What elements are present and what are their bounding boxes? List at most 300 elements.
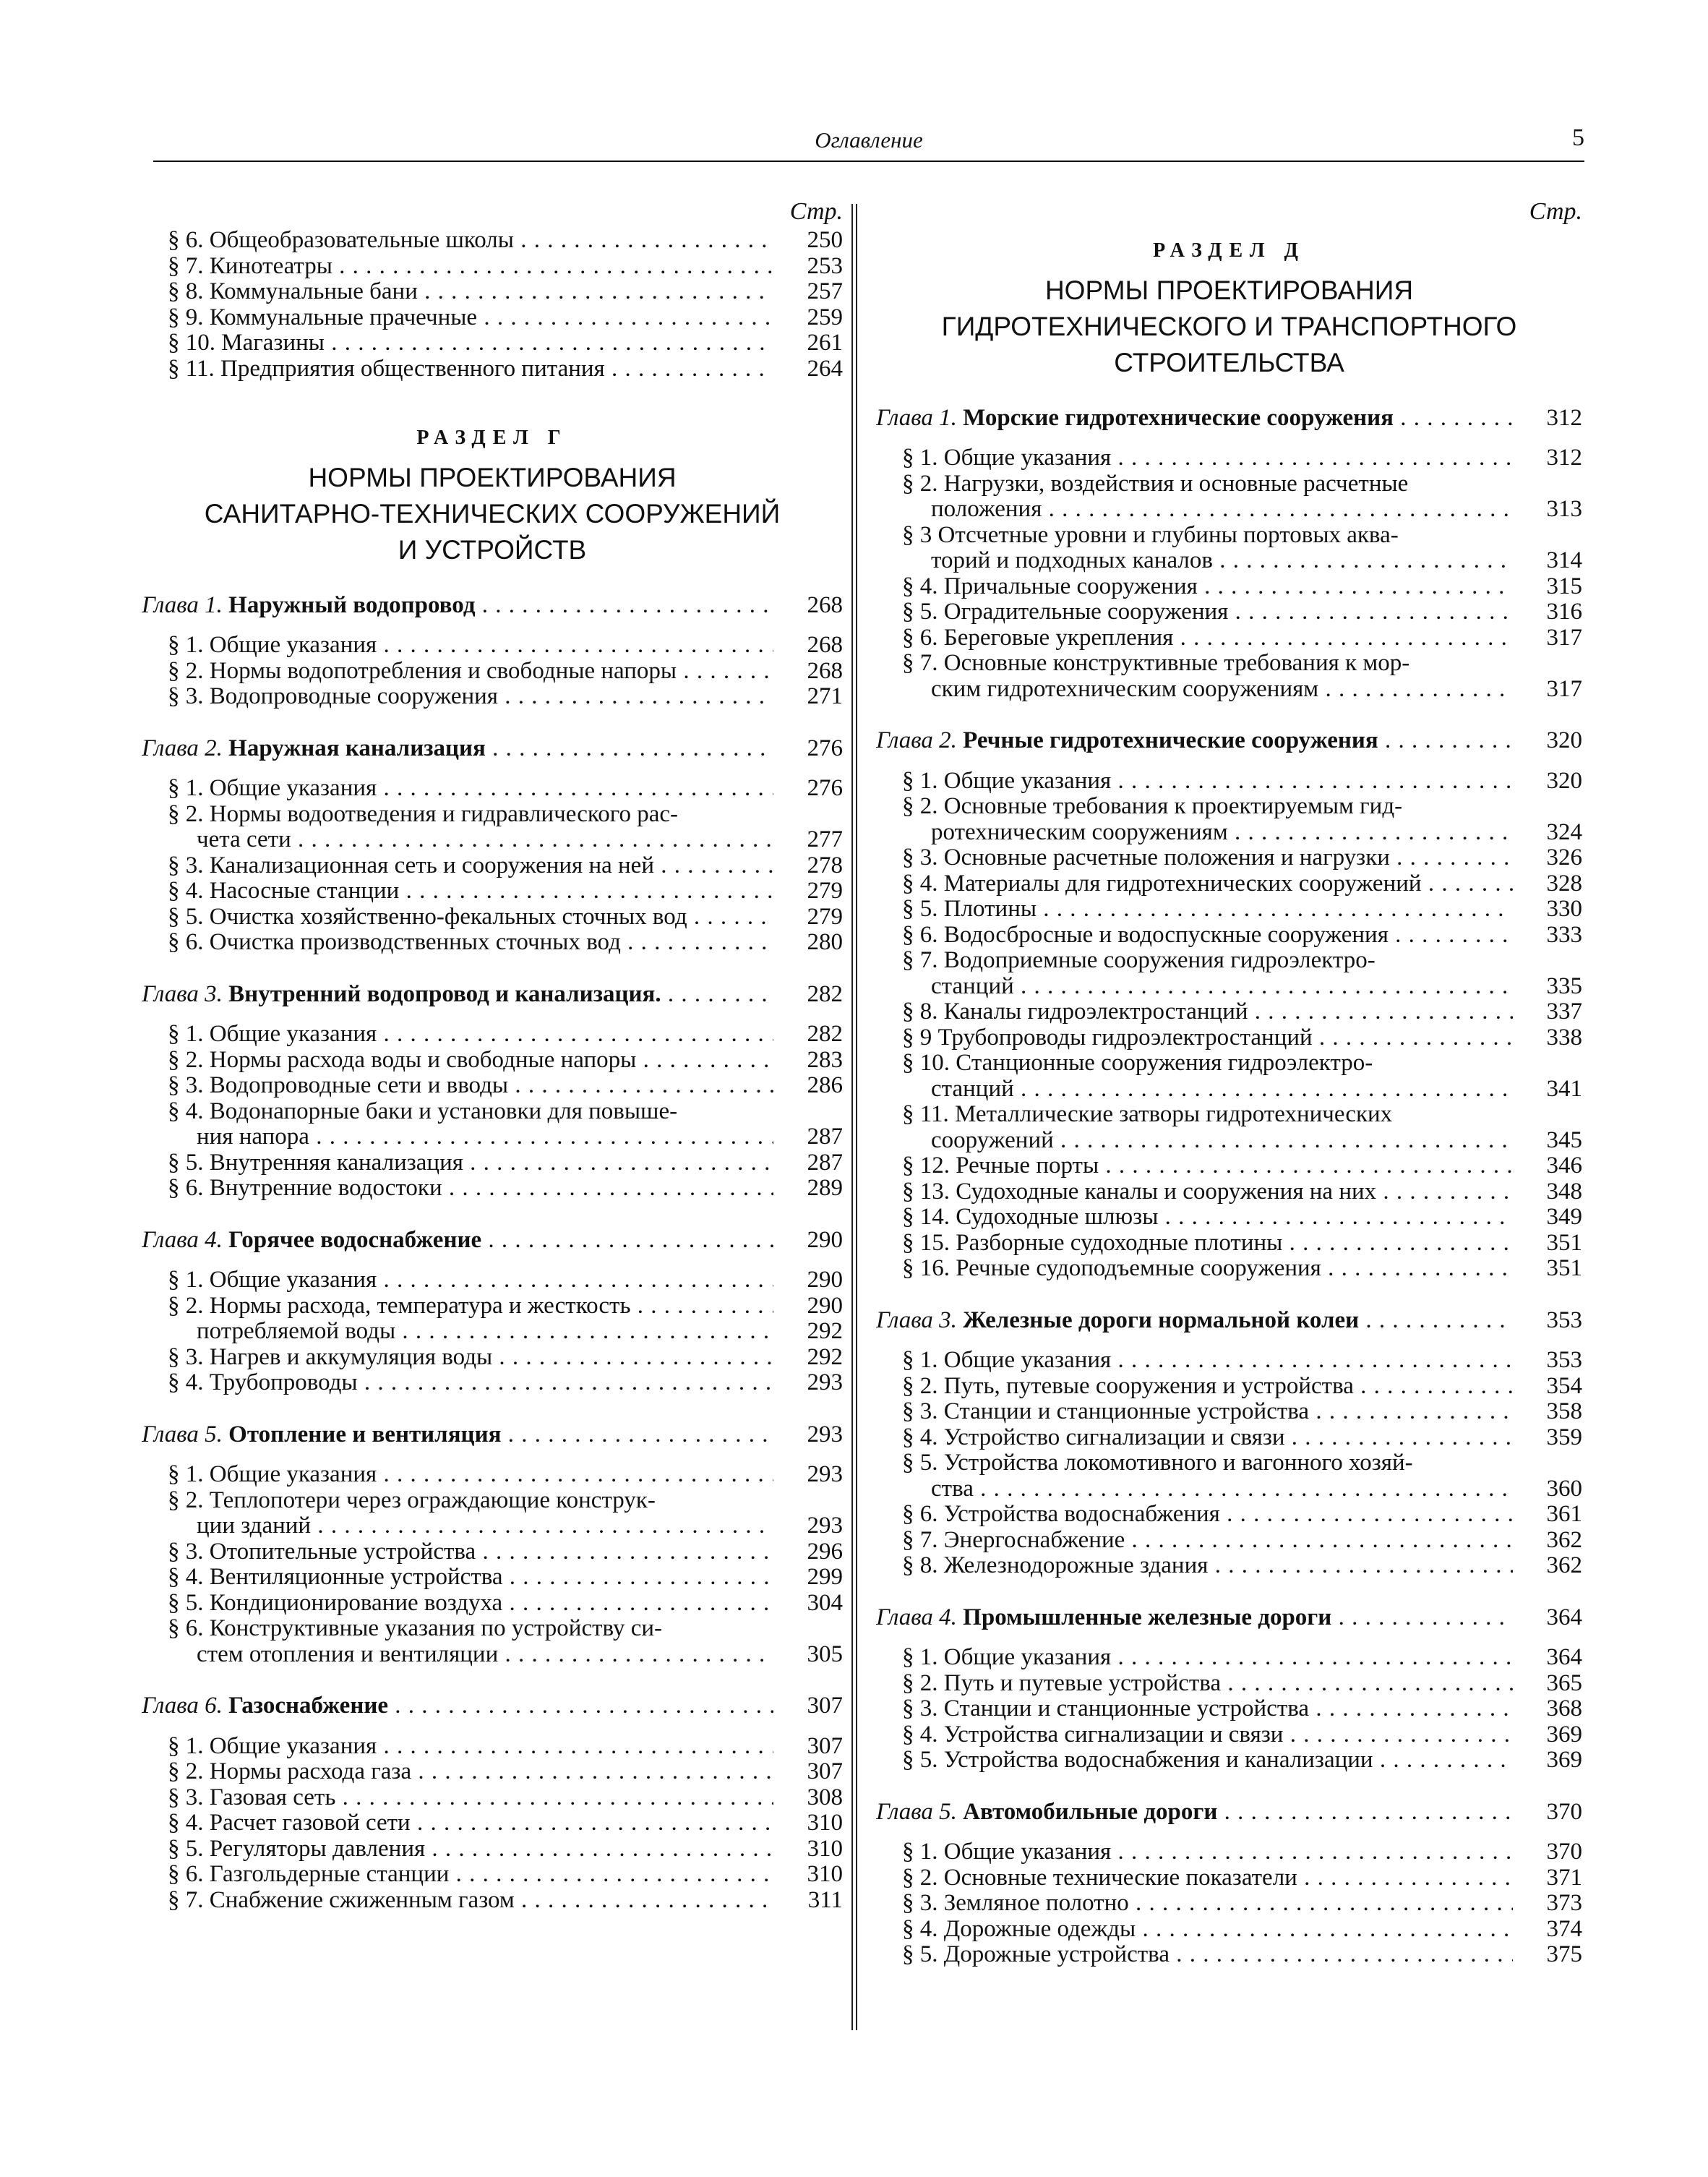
leader-dots [498, 684, 773, 709]
toc-entry-page: 338 [1546, 1024, 1582, 1051]
chapter-space [957, 406, 963, 431]
toc-entry [142, 930, 843, 956]
toc-entry-label: § 3. Канализационная сеть и сооружения на ней [168, 852, 654, 878]
chapter-page: 276 [807, 735, 843, 761]
toc-entry-label: § 1. Общие указания [902, 768, 1112, 794]
toc-entry-page: 353 [1546, 1347, 1582, 1373]
toc-entry-label: § 4. Причальные сооружения [902, 573, 1198, 599]
leader-dots [332, 254, 773, 279]
chapter-space [957, 1605, 963, 1630]
toc-entry-label: чета сети [197, 827, 291, 852]
toc-entry-label-wrap [197, 1319, 773, 1345]
toc-entry-page: 250 [807, 227, 843, 253]
leader-dots [481, 1228, 773, 1253]
chapter-title: Внутренний водопровод и канализация. [228, 981, 661, 1007]
toc-entry-label-wrap [168, 1462, 773, 1488]
toc-entry-label: § 4. Устройство сигнализации и связи [902, 1424, 1285, 1450]
toc-entry-label: § 11. Предприятия общественного питания [168, 356, 605, 382]
leader-dots [502, 1591, 773, 1616]
toc-entry [142, 1293, 843, 1320]
toc-entry [142, 1073, 843, 1099]
chapter-label-wrap [876, 1308, 1513, 1334]
toc-entry-label-wrap [931, 974, 1513, 1000]
toc-entry-label-wrap [168, 1073, 773, 1099]
toc-entry-label-wrap [168, 776, 773, 802]
toc-entry-label: § 2. Основные требования к проектируемым гид- [902, 794, 1403, 819]
toc-entry-label-wrap [168, 930, 773, 956]
leader-dots [661, 982, 773, 1007]
chapter-space [223, 1422, 228, 1447]
leader-dots [1376, 1179, 1513, 1205]
part-title-line: НОРМЫ ПРОЕКТИРОВАНИЯ [308, 462, 677, 492]
leader-dots [621, 930, 773, 955]
toc-entry-label-wrap [902, 1205, 1513, 1231]
leader-dots [492, 1345, 773, 1370]
toc-entry [142, 878, 843, 904]
page-column-heading: Стр. [1529, 198, 1582, 225]
leader-dots [1359, 1308, 1513, 1333]
part-title-line: ГИДРОТЕХНИЧЕСКОГО И ТРАНСПОРТНОГО [941, 311, 1517, 341]
toc-entry-page: 314 [1546, 547, 1582, 573]
toc-entry-label: § 4. Насосные станции [168, 878, 400, 904]
leader-dots [1228, 599, 1513, 625]
toc-entry [142, 1345, 843, 1371]
toc-entry-page: 328 [1546, 870, 1582, 897]
leader-dots [1248, 999, 1513, 1025]
toc-entry-page: 277 [807, 826, 843, 852]
chapter-heading [876, 1800, 1582, 1826]
leader-dots [1198, 574, 1513, 599]
toc-entry-label-wrap [902, 1528, 1513, 1554]
toc-entry [876, 1425, 1582, 1451]
part-title [876, 274, 1582, 380]
toc-entry-label-wrap [168, 279, 773, 305]
leader-dots [1129, 1891, 1513, 1916]
toc-entry-label-wrap [902, 1399, 1513, 1425]
leader-dots [1111, 1645, 1513, 1670]
toc-entry-label: ния напора [197, 1124, 309, 1150]
chapter-page: 353 [1546, 1306, 1582, 1333]
toc-entry [876, 769, 1582, 795]
toc-entry-label: § 1. Общие указания [902, 1839, 1112, 1865]
toc-entry-label-wrap [902, 1025, 1513, 1051]
chapter-heading [142, 1422, 843, 1448]
leader-dots [1354, 1374, 1513, 1399]
leader-dots [508, 1073, 773, 1098]
leader-dots [411, 1810, 773, 1836]
leader-dots [1136, 1917, 1513, 1942]
toc-entry-label: § 2. Нормы расхода газа [168, 1759, 412, 1784]
toc-entry [876, 845, 1582, 871]
toc-entry [876, 1399, 1582, 1425]
toc-entry-page: 290 [807, 1292, 843, 1319]
toc-entry [142, 1539, 843, 1565]
toc-entry-label-wrap [168, 1370, 773, 1396]
toc-entry-label-wrap [902, 1748, 1513, 1774]
toc-entry-label-wrap [931, 1077, 1513, 1103]
toc-entry [876, 871, 1582, 897]
toc-entry-label-wrap [168, 1734, 773, 1760]
toc-entry-label: § 9 Трубопроводы гидроэлектростанций [902, 1025, 1313, 1051]
toc-entry-label-wrap [197, 827, 773, 853]
toc-entry-label: § 2. Путь, путевые сооружения и устройства [902, 1373, 1354, 1399]
leader-dots [1321, 1256, 1513, 1281]
toc-entry [876, 1917, 1582, 1943]
toc-entry-page: 373 [1546, 1890, 1582, 1916]
leader-dots [1042, 497, 1513, 522]
toc-entry-page: 292 [807, 1343, 843, 1370]
toc-entry-page: 317 [1546, 675, 1582, 702]
leader-dots [1037, 897, 1513, 922]
toc-entry-page: 289 [807, 1175, 843, 1201]
leader-dots [476, 593, 773, 618]
toc-entry-page: 290 [807, 1267, 843, 1293]
chapter-label-wrap [142, 1693, 773, 1719]
leader-dots [388, 1693, 773, 1719]
toc-entry-page: 282 [807, 1021, 843, 1047]
chapter-number: Глава 1. [876, 405, 957, 431]
toc-entry-label-wrap [168, 1785, 773, 1811]
toc-entry-label-wrap [197, 1513, 773, 1539]
chapter-title: Промышленные железные дороги [963, 1604, 1332, 1630]
leader-dots [395, 1319, 773, 1344]
toc-entry-page: 354 [1546, 1372, 1582, 1399]
toc-entry-label: ским гидротехническим сооружениям [931, 676, 1319, 702]
toc-entry-page: 279 [807, 878, 843, 904]
toc-entry-label: § 10. Магазины [168, 330, 325, 356]
toc-entry-page: 358 [1546, 1398, 1582, 1424]
toc-entry-label-wrap [902, 1231, 1513, 1257]
toc-entry-label: сооружений [931, 1127, 1054, 1153]
leader-dots [477, 305, 773, 330]
toc-entry-label-wrap [168, 1888, 773, 1914]
toc-entry-label: § 8. Коммунальные бани [168, 279, 418, 304]
toc-entry-label: § 4. Трубопроводы [168, 1370, 358, 1395]
leader-dots [476, 1539, 773, 1565]
toc-entry-label-wrap [168, 1150, 773, 1176]
page-header [153, 124, 1584, 162]
toc-entry-page: 257 [807, 278, 843, 304]
toc-entry [876, 523, 1582, 549]
toc-entry-page: 293 [807, 1513, 843, 1539]
toc-entry-page: 308 [807, 1784, 843, 1810]
chapter-title: Речные гидротехнические сооружения [963, 728, 1378, 753]
toc-entry [876, 1671, 1582, 1697]
toc-entry [876, 1231, 1582, 1257]
toc-entry [142, 633, 843, 659]
chapter-number: Глава 3. [142, 981, 223, 1007]
chapter-number: Глава 4. [876, 1604, 957, 1630]
toc-entry-label-wrap [902, 651, 1513, 677]
toc-entry [876, 1553, 1582, 1579]
toc-entry-label-wrap [902, 599, 1513, 625]
toc-entry-page: 369 [1546, 1747, 1582, 1773]
toc-entry-label-wrap [902, 471, 1513, 497]
toc-entry-label: § 5. Устройства водоснабжения и канализации [902, 1748, 1373, 1773]
toc-entry-label: торий и подходных каналов [931, 548, 1213, 573]
toc-entry-label-wrap [902, 923, 1513, 949]
toc-entry [876, 1696, 1582, 1722]
toc-entry-label: § 3. Газовая сеть [168, 1784, 336, 1810]
leader-dots [677, 659, 773, 684]
toc-entry-label-wrap [168, 356, 773, 382]
toc-entry-label-wrap [902, 1502, 1513, 1528]
toc-entry-page: 316 [1546, 599, 1582, 625]
toc-entry-label-wrap [902, 871, 1513, 897]
leader-dots [1125, 1528, 1513, 1553]
toc-entry [876, 1102, 1582, 1128]
chapter-label-wrap [142, 1228, 773, 1254]
toc-entry-page: 253 [807, 252, 843, 279]
chapter-heading [876, 728, 1582, 754]
toc-entry-label: § 5. Кондиционирование воздуха [168, 1590, 503, 1616]
toc-entry-label: § 1. Общие указания [902, 1348, 1112, 1373]
toc-entry [142, 904, 843, 931]
page-column-heading: Стр. [789, 198, 843, 225]
leader-dots [1111, 1348, 1513, 1373]
toc-entry-page: 330 [1546, 896, 1582, 922]
toc-entry [142, 659, 843, 685]
leader-dots [1309, 1399, 1513, 1424]
toc-entry-label: § 12. Речные порты [902, 1153, 1099, 1179]
toc-entry-label-wrap [168, 330, 773, 356]
part-title-line: САНИТАРНО-ТЕХНИЧЕСКИХ СООРУЖЕНИЙ [204, 498, 781, 529]
toc-entry [876, 574, 1582, 600]
leader-dots [486, 736, 773, 761]
toc-entry-label-wrap [168, 1539, 773, 1565]
chapter-heading [142, 736, 843, 762]
toc-entry-label-wrap [902, 625, 1513, 651]
toc-entry [876, 1051, 1582, 1077]
leader-dots [399, 878, 773, 904]
toc-entry-page: 360 [1546, 1475, 1582, 1502]
toc-entry-page: 268 [807, 632, 843, 658]
leader-dots [1170, 1942, 1513, 1967]
toc-entry [142, 1734, 843, 1760]
toc-entry-label-wrap [902, 1839, 1513, 1865]
toc-entry-label-wrap [168, 1862, 773, 1888]
toc-entry [876, 820, 1582, 846]
chapter-number: Глава 1. [142, 592, 223, 618]
toc-entry [876, 1942, 1582, 1968]
toc-entry-page: 312 [1546, 445, 1582, 471]
chapter-heading [142, 1693, 843, 1719]
chapter-page: 370 [1546, 1798, 1582, 1825]
leader-dots [1283, 1722, 1513, 1748]
leader-dots [1285, 1425, 1513, 1450]
leader-dots [1313, 1025, 1513, 1051]
leader-dots [1014, 974, 1513, 999]
toc-entry-page: 307 [807, 1732, 843, 1759]
toc-entry-label: § 2. Нормы расхода, температура и жесткость [168, 1293, 631, 1319]
toc-entry-label-wrap [931, 1476, 1513, 1502]
toc-entry [142, 1862, 843, 1888]
toc-entry [876, 1502, 1582, 1528]
toc-entry-label: § 8. Железнодорожные здания [902, 1553, 1209, 1578]
toc-entry [876, 1450, 1582, 1476]
toc-entry-page: 283 [807, 1046, 843, 1073]
chapter-title: Отопление и вентиляция [228, 1421, 502, 1447]
toc-entry-page: 313 [1546, 496, 1582, 522]
chapter-space [957, 728, 963, 753]
toc-entry-page: 362 [1546, 1526, 1582, 1553]
toc-entry [876, 1839, 1582, 1865]
toc-entry [876, 471, 1582, 497]
leader-dots [442, 1176, 773, 1201]
toc-entry-page: 271 [807, 683, 843, 709]
toc-entry-label: § 1. Общие указания [902, 445, 1112, 471]
header-rule [153, 161, 1584, 162]
leader-dots [377, 776, 773, 801]
toc-entry-label: § 4. Дорожные одежды [902, 1916, 1136, 1942]
leader-dots [687, 904, 773, 930]
toc-entry [142, 1591, 843, 1617]
toc-entry-label: ротехническим сооружениям [931, 819, 1228, 845]
leader-dots [1173, 625, 1513, 651]
leader-dots [1394, 406, 1513, 431]
toc-entry-label-wrap [168, 305, 773, 331]
toc-entry-label-wrap [902, 1102, 1513, 1128]
toc-entry-label-wrap [197, 1642, 773, 1668]
toc-entry [876, 1179, 1582, 1205]
leader-dots [1111, 1839, 1513, 1865]
toc-entry-page: 346 [1546, 1152, 1582, 1179]
leader-dots [1422, 871, 1513, 897]
part-label: РАЗДЕЛ Г [416, 427, 568, 449]
toc-entry-label-wrap [902, 1865, 1513, 1891]
toc-entry-label-wrap [902, 1645, 1513, 1671]
toc-entry-page: 311 [807, 1886, 843, 1913]
chapter-heading [876, 1605, 1582, 1631]
toc-entry-label-wrap [902, 1450, 1513, 1476]
toc-entry-label-wrap [931, 548, 1513, 574]
toc-entry-label-wrap [902, 1891, 1513, 1917]
toc-entry-label: § 3. Земляное полотно [902, 1891, 1129, 1916]
toc-entry-label: § 5. Плотины [902, 897, 1037, 922]
toc-entry [142, 254, 843, 280]
toc-entry-label: § 2. Основные технические показатели [902, 1865, 1297, 1891]
toc-entry-page: 287 [807, 1124, 843, 1150]
toc-entry [142, 1616, 843, 1642]
toc-entry-page: 315 [1546, 573, 1582, 599]
chapter-number: Глава 5. [876, 1799, 957, 1825]
toc-entry-label: § 4. Материалы для гидротехнических сооружений [902, 871, 1422, 897]
leader-dots [418, 279, 773, 304]
toc-entry-label: § 9. Коммунальные прачечные [168, 304, 478, 330]
toc-entry-label: § 2. Нормы расхода воды и свободные напоры [168, 1047, 637, 1073]
toc-entry [142, 1267, 843, 1293]
toc-entry [876, 1077, 1582, 1103]
part-title-line: И УСТРОЙСТВ [398, 534, 587, 565]
toc-entry-label: станций [931, 1076, 1014, 1102]
leader-dots [377, 633, 773, 658]
toc-entry-label: § 2. Нагрузки, воздействия и основные расчетные [902, 471, 1409, 497]
toc-entry-page: 369 [1546, 1721, 1582, 1748]
toc-entry-label: § 3 Отсчетные уровни и глубины портовых аква- [902, 522, 1399, 548]
toc-entry-label-wrap [168, 659, 773, 685]
toc-entry-page: 371 [1546, 1864, 1582, 1891]
toc-entry-label-wrap [168, 1616, 773, 1642]
toc-entry [142, 305, 843, 331]
toc-entry-page: 279 [807, 903, 843, 930]
toc-entry-label-wrap [902, 1256, 1513, 1282]
toc-entry-label: § 4. Расчет газовой сети [168, 1810, 411, 1836]
toc-entry-page: 259 [807, 304, 843, 330]
toc-entry-label: § 6. Конструктивные указания по устройству си- [168, 1616, 663, 1641]
toc-entry-label: § 2. Нормы водопотребления и свободные напоры [168, 658, 677, 684]
toc-entry-page: 351 [1546, 1229, 1582, 1256]
toc-entry-label-wrap [902, 445, 1513, 471]
leader-dots [631, 1293, 773, 1319]
toc-entry-page: 317 [1546, 624, 1582, 651]
leader-dots [636, 1048, 773, 1073]
leader-dots [515, 1888, 773, 1913]
toc-entry-label: § 1. Общие указания [902, 1645, 1112, 1670]
toc-entry-label: § 7. Водоприемные сооружения гидроэлектро- [902, 948, 1376, 973]
toc-entry-label: § 3. Станции и станционные устройства [902, 1399, 1310, 1424]
leader-dots [291, 827, 773, 852]
toc-entry-page: 310 [807, 1835, 843, 1862]
toc-entry [876, 1128, 1582, 1154]
toc-entry-label: § 5. Оградительные сооружения [902, 599, 1229, 625]
toc-entry-label-wrap [168, 633, 773, 659]
toc-entry-label-wrap [902, 1722, 1513, 1748]
toc-entry-page: 364 [1546, 1644, 1582, 1670]
toc-entry-label: § 1. Общие указания [168, 776, 377, 801]
toc-entry-page: 287 [807, 1149, 843, 1176]
chapter-label-wrap [142, 593, 773, 619]
toc-entry-label: потребляемой воды [197, 1319, 396, 1344]
toc-entry-label-wrap [902, 1348, 1513, 1374]
toc-entry-label-wrap [168, 1591, 773, 1617]
toc-entry-label: § 6. Очистка производственных сточных вод [168, 930, 621, 955]
chapter-title: Наружная канализация [228, 735, 486, 761]
toc-entry-page: 292 [807, 1318, 843, 1344]
toc-entry-page: 374 [1546, 1915, 1582, 1942]
chapter-page: 364 [1546, 1604, 1582, 1630]
toc-entry-label-wrap [902, 1051, 1513, 1077]
toc-entry-label: § 11. Металлические затворы гидротехнических [902, 1102, 1393, 1127]
leader-dots [498, 1642, 773, 1667]
toc-entry-page: 268 [807, 657, 843, 684]
toc-entry-page: 349 [1546, 1204, 1582, 1230]
toc-entry-page: 337 [1546, 998, 1582, 1025]
leader-dots [1318, 677, 1513, 702]
toc-entry-label: § 7. Кинотеатры [168, 253, 332, 279]
toc-entry [142, 1176, 843, 1202]
chapter-title: Автомобильные дороги [963, 1799, 1218, 1825]
running-title: Оглавление [815, 127, 923, 153]
leader-dots [1208, 1553, 1513, 1578]
toc-entry-page: 341 [1546, 1075, 1582, 1102]
toc-entry-page: 320 [1546, 767, 1582, 794]
toc-entry [142, 228, 843, 254]
toc-entry-label: § 5. Дорожные устройства [902, 1942, 1170, 1967]
leader-dots [309, 1124, 773, 1150]
toc-entry [142, 1150, 843, 1176]
leader-dots [1111, 445, 1513, 471]
chapter-heading [142, 1228, 843, 1254]
toc-entry [876, 625, 1582, 651]
toc-entry-label: станций [931, 973, 1014, 999]
leader-dots [1331, 1605, 1513, 1630]
toc-entry [142, 1048, 843, 1074]
leader-dots [449, 1862, 773, 1887]
toc-entry-label-wrap [902, 769, 1513, 795]
chapter-number: Глава 4. [142, 1227, 223, 1253]
toc-entry [142, 1785, 843, 1811]
chapter-page: 307 [807, 1693, 843, 1719]
